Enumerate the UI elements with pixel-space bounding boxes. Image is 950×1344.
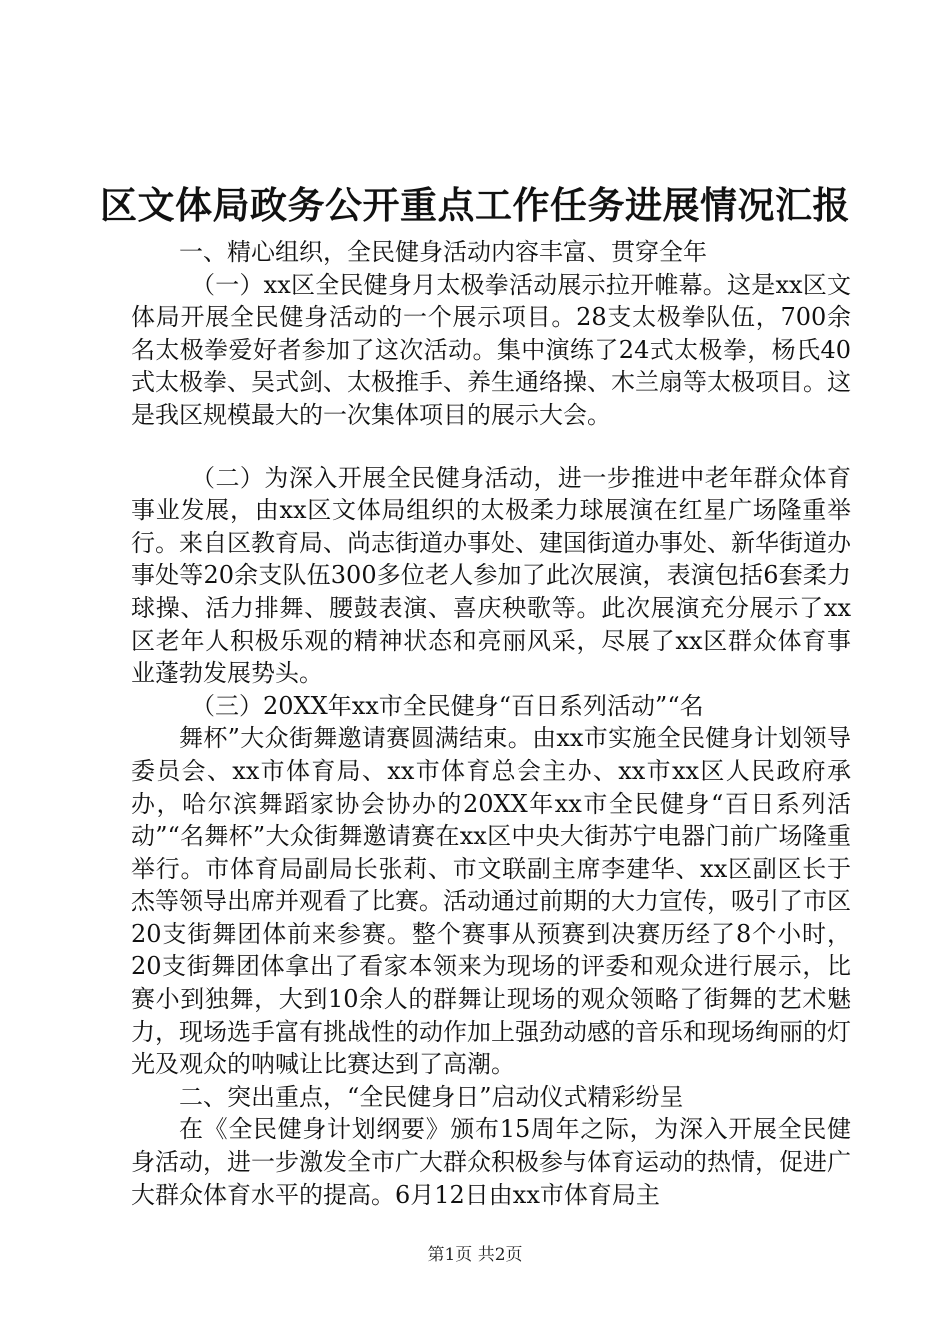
paragraph-3-body: 舞杯”大众街舞邀请赛圆满结束。由xx市实施全民健身计划领导委员会、xx市体育局、xx市体育总会主办、xx市xx区人民政府承办，哈尔滨舞蹈家协会协办的20XX年xx市全民健身“百日系列活动”“名舞杯”大众街舞邀请赛在xx区中央大街苏宁电器门前广场隆重举行。市体育局副局长张莉、市文联副主席李建华、xx区副区长于杰等领导出席并观看了比赛。活动通过前期的大力宣传，吸引了市区20支街舞团体前来参赛。整个赛事从预赛到决赛历经了8个小时，20支街舞团体拿出了看家本领来为现场的评委和观众进行展示，比赛小到独舞，大到10余人的群舞让现场的观众领略了街舞的艺术魅力，现场选手富有挑战性的动作加上强劲动感的音乐和现场绚丽的灯光及观众的呐喊让比赛达到了高潮。 <box>131 724 851 1079</box>
document-title: 区文体局政务公开重点工作任务进展情况汇报 <box>100 183 850 227</box>
section-heading-2: 二、突出重点，“全民健身日”启动仪式精彩纷呈 <box>179 1082 684 1111</box>
section-heading-1: 一、精心组织，全民健身活动内容丰富、贯穿全年 <box>179 238 707 266</box>
paragraph-1: （一）xx区全民健身月太极拳活动展示拉开帷幕。这是xx区文体局开展全民健身活动的一个展示项目。28支太极拳队伍，700余名太极拳爱好者参加了这次活动。集中演练了24式太极拳，杨氏40式太极拳、吴式剑、太极推手、养生通络操、木兰扇等太极项目。这是我区规模最大的一次集体项目的展示大会。 <box>131 270 851 429</box>
paragraph-3-heading: （三）20XX年xx市全民健身“百日系列活动”“名 <box>191 691 704 720</box>
paragraph-4: 在《全民健身计划纲要》颁布15周年之际，为深入开展全民健身活动，进一步激发全市广大群众积极参与体育运动的热情，促进广大群众体育水平的提高。6月12日由xx市体育局主 <box>131 1115 851 1209</box>
page-footer: 第1页 共2页 <box>427 1245 523 1265</box>
paragraph-2: （二）为深入开展全民健身活动，进一步推进中老年群众体育事业发展，由xx区文体局组织的太极柔力球展演在红星广场隆重举行。来自区教育局、尚志街道办事处、建国街道办事处、新华街道办事处等20余支队伍300多位老人参加了此次展演，表演包括6套柔力球操、活力排舞、腰鼓表演、喜庆秧歌等。此次展演充分展示了xx区老年人积极乐观的精神状态和亮丽风采，尽展了xx区群众体育事业蓬勃发展势头。 <box>131 463 851 688</box>
document-body <box>131 236 851 1211</box>
